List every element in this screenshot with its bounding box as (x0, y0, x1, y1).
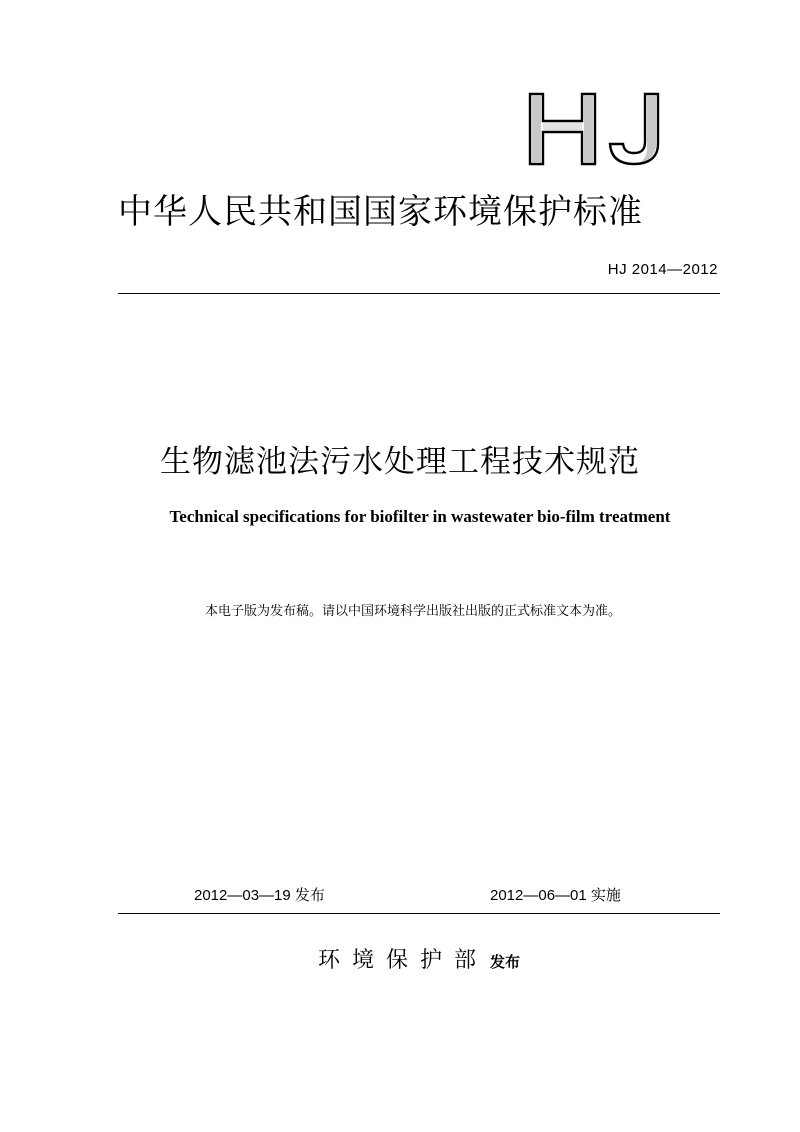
logo-letter-j (610, 94, 658, 164)
document-title-english: Technical specifications for biofilter in wastewater bio-film treatment (169, 507, 671, 526)
logo-letter-h (530, 94, 595, 164)
header-divider (118, 293, 720, 294)
edition-note: 本电子版为发布稿。请以中国环境科学出版社出版的正式标准文本为准。 (204, 604, 621, 619)
footer-divider (118, 913, 720, 914)
publisher-suffix: 发布 (490, 953, 521, 971)
implementation-date: 2012—06—01 实施 (490, 887, 621, 904)
publisher-line (0, 943, 800, 974)
document-title-chinese: 生物滤池法污水处理工程技术规范 (160, 444, 640, 480)
hj-logo (528, 92, 662, 166)
organization-title: 中华人民共和国国家环境保护标准 (118, 192, 643, 232)
standard-number: HJ 2014—2012 (607, 261, 718, 278)
publisher-name: 环境保护部 (317, 948, 488, 973)
issue-date: 2012—03—19 发布 (194, 887, 325, 904)
